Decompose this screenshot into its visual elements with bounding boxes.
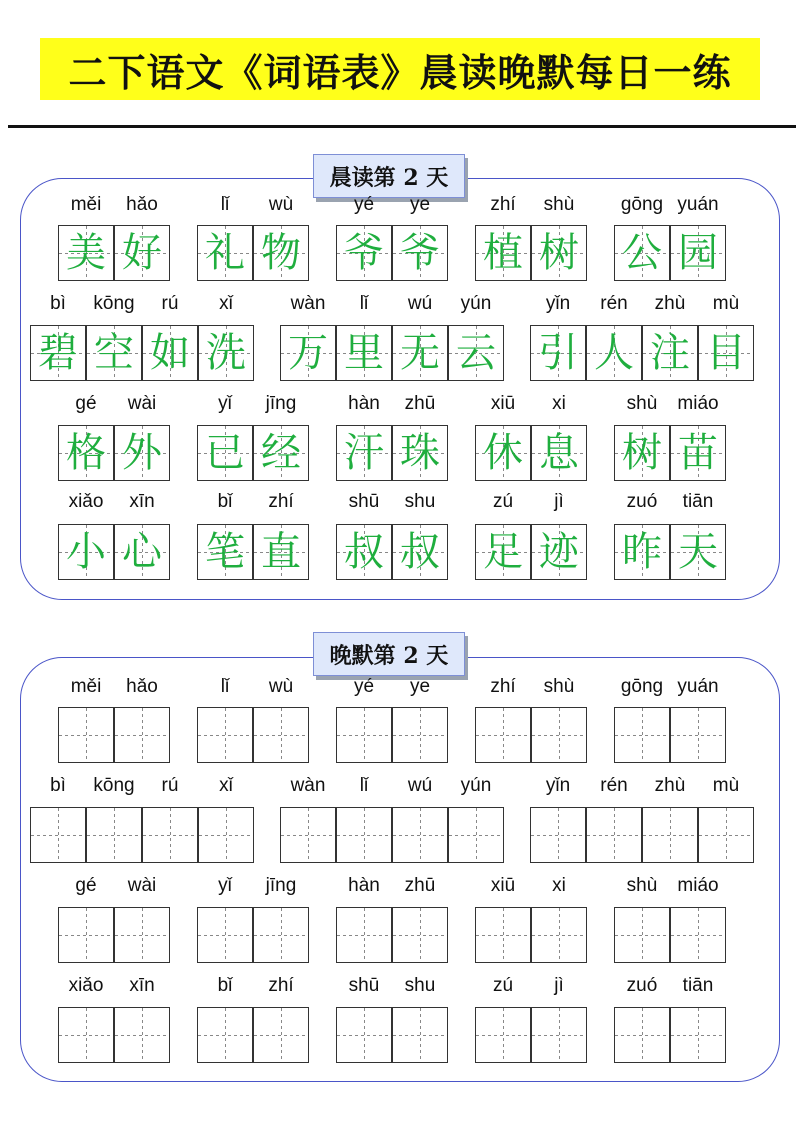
hanzi-character: 足 [483,529,523,575]
pinyin-label: gōng [620,194,664,215]
tianzige-blank-cell[interactable] [336,807,392,863]
hanzi-character: 迹 [539,529,579,575]
pinyin-label: měi [70,676,102,697]
pinyin-label: lǐ [220,194,230,215]
tianzige-blank-cell[interactable] [336,707,392,763]
tianzige-cell [392,425,448,481]
section-label: 晚默第 2 天 [313,632,465,676]
hanzi-character: 汗 [344,430,384,476]
pinyin-label: zú [492,975,514,996]
hanzi-character: 万 [288,330,328,376]
tianzige-cell [253,425,309,481]
pinyin-label: bǐ [217,491,233,512]
hanzi-character: 树 [622,430,662,476]
tianzige-blank-cell[interactable] [531,707,587,763]
hanzi-character: 公 [622,230,662,276]
hanzi-character: 经 [261,430,301,476]
hanzi-character: 昨 [622,529,662,575]
pinyin-label: shu [404,491,436,512]
hanzi-character: 无 [400,330,440,376]
pinyin-label: xi [552,393,566,414]
hanzi-character: 爷 [344,230,384,276]
pinyin-label: yún [460,775,492,796]
tianzige-blank-cell[interactable] [86,807,142,863]
tianzige-cell [197,425,253,481]
tianzige-blank-cell[interactable] [280,807,336,863]
hanzi-character: 云 [456,330,496,376]
pinyin-label: gé [75,875,97,896]
tianzige-blank-cell[interactable] [530,807,586,863]
hanzi-character: 礼 [205,230,245,276]
pinyin-label: miáo [677,875,719,896]
pinyin-label: xi [552,875,566,896]
tianzige-cell [253,524,309,580]
pinyin-label: wài [127,393,157,414]
hanzi-character: 叔 [344,529,384,575]
pinyin-label: yé [353,676,375,697]
tianzige-cell [614,425,670,481]
hanzi-character: 注 [650,330,690,376]
pinyin-label: yún [460,293,492,314]
tianzige-cell [670,425,726,481]
hanzi-character: 空 [94,330,134,376]
tianzige-cell [58,225,114,281]
pinyin-label: xiū [490,393,516,414]
tianzige-blank-cell[interactable] [58,907,114,963]
tianzige-blank-cell[interactable] [614,1007,670,1063]
pinyin-label: lǐ [220,676,230,697]
hanzi-character: 息 [539,430,579,476]
hanzi-character: 休 [483,430,523,476]
pinyin-label: yǐn [545,293,571,314]
tianzige-blank-cell[interactable] [58,707,114,763]
tianzige-cell [392,524,448,580]
tianzige-cell [531,225,587,281]
hanzi-character: 外 [122,430,162,476]
hanzi-character: 人 [594,330,634,376]
pinyin-label: shū [348,491,380,512]
tianzige-cell [336,325,392,381]
pinyin-label: jì [554,975,564,996]
tianzige-blank-cell[interactable] [392,807,448,863]
tianzige-cell [475,225,531,281]
tianzige-cell [58,524,114,580]
tianzige-blank-cell[interactable] [114,1007,170,1063]
pinyin-label: rén [600,775,628,796]
hanzi-character: 引 [538,330,578,376]
pinyin-label: zhū [404,393,436,414]
pinyin-label: zhù [654,293,686,314]
pinyin-label: zhí [268,975,294,996]
pinyin-label: xǐ [219,293,233,314]
hanzi-character: 如 [150,330,190,376]
pinyin-label: zhí [490,194,516,215]
tianzige-cell [448,325,504,381]
tianzige-cell [670,524,726,580]
pinyin-label: zhí [268,491,294,512]
hanzi-character: 爷 [400,230,440,276]
pinyin-label: tiān [682,491,714,512]
tianzige-blank-cell[interactable] [253,907,309,963]
pinyin-label: xǐ [219,775,233,796]
hanzi-character: 植 [483,230,523,276]
tianzige-cell [642,325,698,381]
tianzige-cell [475,425,531,481]
tianzige-blank-cell[interactable] [392,907,448,963]
tianzige-cell [280,325,336,381]
tianzige-cell [197,225,253,281]
page-title: 二下语文《词语表》晨读晚默每日一练 [68,50,732,95]
pinyin-label: gōng [620,676,664,697]
hanzi-character: 美 [66,230,106,276]
pinyin-label: wù [268,194,294,215]
tianzige-cell [614,225,670,281]
tianzige-cell [392,325,448,381]
pinyin-label: shu [404,975,436,996]
pinyin-label: tiān [682,975,714,996]
tianzige-cell [531,425,587,481]
pinyin-label: rú [161,775,179,796]
pinyin-label: yǐ [218,393,232,414]
pinyin-label: jì [554,491,564,512]
tianzige-blank-cell[interactable] [197,1007,253,1063]
tianzige-blank-cell[interactable] [586,807,642,863]
pinyin-label: miáo [677,393,719,414]
hanzi-character: 格 [66,430,106,476]
pinyin-label: ye [409,194,431,215]
pinyin-label: zuó [626,975,658,996]
tianzige-cell [531,524,587,580]
pinyin-label: zhí [490,676,516,697]
tianzige-cell [197,524,253,580]
tianzige-cell [336,225,392,281]
tianzige-blank-cell[interactable] [142,807,198,863]
pinyin-label: shù [626,393,658,414]
pinyin-label: xīn [129,975,155,996]
tianzige-blank-cell[interactable] [670,907,726,963]
pinyin-label: rú [161,293,179,314]
tianzige-blank-cell[interactable] [531,1007,587,1063]
tianzige-cell [530,325,586,381]
hanzi-character: 已 [205,430,245,476]
tianzige-blank-cell[interactable] [58,1007,114,1063]
tianzige-blank-cell[interactable] [670,707,726,763]
hanzi-character: 心 [122,529,162,575]
pinyin-label: zhū [404,875,436,896]
tianzige-blank-cell[interactable] [198,807,254,863]
hanzi-character: 叔 [400,529,440,575]
hanzi-character: 苗 [678,430,718,476]
pinyin-label: gé [75,393,97,414]
hanzi-character: 目 [706,330,746,376]
tianzige-cell [114,524,170,580]
hanzi-character: 园 [678,230,718,276]
pinyin-label: zú [492,491,514,512]
pinyin-label: jīng [265,393,297,414]
pinyin-label: xiǎo [68,975,104,996]
tianzige-blank-cell[interactable] [670,1007,726,1063]
tianzige-cell [336,425,392,481]
pinyin-label: xiǎo [68,491,104,512]
tianzige-blank-cell[interactable] [448,807,504,863]
pinyin-label: bǐ [217,975,233,996]
tianzige-cell [475,524,531,580]
pinyin-label: shù [543,194,575,215]
pinyin-label: shū [348,975,380,996]
pinyin-label: lǐ [359,775,369,796]
tianzige-blank-cell[interactable] [197,707,253,763]
pinyin-label: jīng [265,875,297,896]
pinyin-label: wú [407,293,433,314]
tianzige-cell [58,425,114,481]
pinyin-label: wú [407,775,433,796]
hanzi-character: 物 [261,230,301,276]
hanzi-character: 小 [66,529,106,575]
tianzige-blank-cell[interactable] [253,707,309,763]
tianzige-blank-cell[interactable] [642,807,698,863]
pinyin-label: hàn [348,393,380,414]
tianzige-blank-cell[interactable] [336,907,392,963]
pinyin-label: yuán [677,676,719,697]
hanzi-character: 天 [678,529,718,575]
section-label: 晨读第 2 天 [313,154,465,198]
pinyin-label: zhù [654,775,686,796]
hanzi-character: 洗 [206,330,246,376]
hanzi-character: 珠 [400,430,440,476]
tianzige-blank-cell[interactable] [114,707,170,763]
tianzige-blank-cell[interactable] [114,907,170,963]
hanzi-character: 直 [261,529,301,575]
tianzige-blank-cell[interactable] [253,1007,309,1063]
pinyin-label: yǐ [218,875,232,896]
pinyin-label: wài [127,875,157,896]
tianzige-blank-cell[interactable] [475,907,531,963]
pinyin-label: kōng [93,775,135,796]
hanzi-character: 碧 [38,330,78,376]
tianzige-cell [586,325,642,381]
pinyin-label: wù [268,676,294,697]
tianzige-blank-cell[interactable] [392,707,448,763]
pinyin-label: wàn [290,293,326,314]
hanzi-character: 好 [122,230,162,276]
pinyin-label: hǎo [126,676,158,697]
hanzi-character: 笔 [205,529,245,575]
pinyin-label: xīn [129,491,155,512]
tianzige-cell [198,325,254,381]
tianzige-blank-cell[interactable] [614,907,670,963]
tianzige-cell [253,225,309,281]
hanzi-character: 里 [344,330,384,376]
tianzige-cell [114,425,170,481]
tianzige-blank-cell[interactable] [614,707,670,763]
title-divider [8,125,796,128]
tianzige-blank-cell[interactable] [475,1007,531,1063]
pinyin-label: ye [409,676,431,697]
tianzige-blank-cell[interactable] [698,807,754,863]
pinyin-label: yǐn [545,775,571,796]
tianzige-cell [142,325,198,381]
tianzige-cell [114,225,170,281]
pinyin-label: bì [50,775,66,796]
tianzige-cell [86,325,142,381]
pinyin-label: shù [543,676,575,697]
pinyin-label: mù [712,293,740,314]
tianzige-cell [336,524,392,580]
tianzige-blank-cell[interactable] [531,907,587,963]
pinyin-label: měi [70,194,102,215]
pinyin-label: xiū [490,875,516,896]
pinyin-label: mù [712,775,740,796]
tianzige-cell [392,225,448,281]
tianzige-blank-cell[interactable] [30,807,86,863]
tianzige-cell [670,225,726,281]
pinyin-label: bì [50,293,66,314]
title-banner [40,38,760,100]
pinyin-label: hǎo [126,194,158,215]
tianzige-blank-cell[interactable] [475,707,531,763]
tianzige-blank-cell[interactable] [392,1007,448,1063]
pinyin-label: wàn [290,775,326,796]
tianzige-blank-cell[interactable] [336,1007,392,1063]
pinyin-label: yuán [677,194,719,215]
hanzi-character: 树 [539,230,579,276]
pinyin-label: zuó [626,491,658,512]
pinyin-label: lǐ [359,293,369,314]
tianzige-cell [614,524,670,580]
pinyin-label: rén [600,293,628,314]
pinyin-label: shù [626,875,658,896]
pinyin-label: kōng [93,293,135,314]
pinyin-label: hàn [348,875,380,896]
tianzige-cell [30,325,86,381]
tianzige-blank-cell[interactable] [197,907,253,963]
tianzige-cell [698,325,754,381]
pinyin-label: yé [353,194,375,215]
